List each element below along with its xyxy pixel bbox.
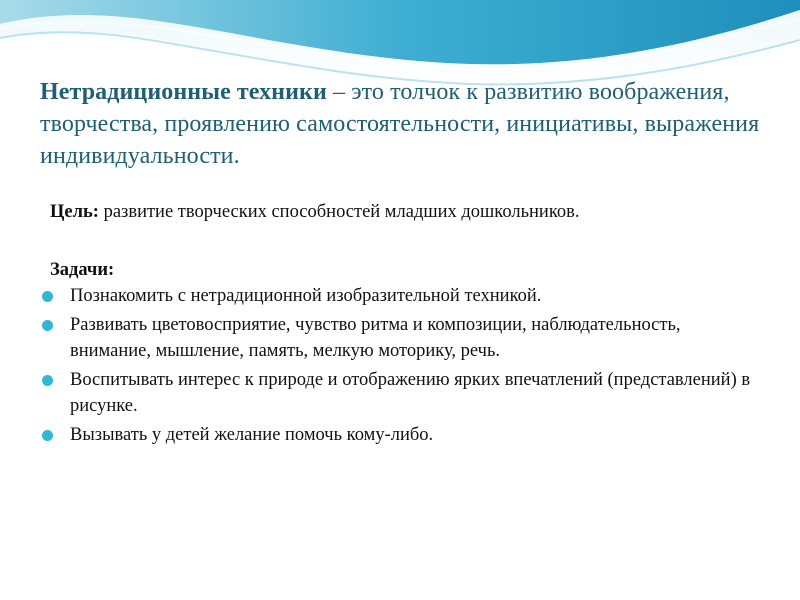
slide-title bbox=[40, 76, 760, 172]
task-text: Развивать цветовосприятие, чувство ритма и композиции, наблюдательность, внимание, мышление, память, мелкую моторику, речь. bbox=[70, 315, 681, 361]
task-text: Познакомить с нетрадиционной изобразительной техникой. bbox=[70, 286, 542, 306]
circle-bullet-icon bbox=[42, 320, 53, 331]
task-text: Воспитывать интерес к природе и отображению ярких впечатлений (представлений) в рисунке. bbox=[70, 370, 751, 416]
circle-bullet-icon bbox=[42, 375, 53, 386]
task-item bbox=[42, 312, 762, 364]
title-lead: Нетрадиционные техники bbox=[40, 79, 327, 105]
title-rest: – это толчок к развитию воображения, творчества, проявлению самостоятельности, инициативы, выражения индивидуальности. bbox=[40, 79, 760, 169]
goal-text: развитие творческих способностей младших дошкольников. bbox=[98, 202, 580, 222]
task-list bbox=[42, 283, 762, 448]
task-item bbox=[42, 367, 762, 419]
task-text: Вызывать у детей желание помочь кому-либо. bbox=[70, 425, 434, 445]
goal-line bbox=[50, 199, 770, 225]
task-item bbox=[42, 422, 762, 448]
circle-bullet-icon bbox=[42, 430, 53, 441]
task-item bbox=[42, 283, 762, 309]
goal-label: Цель: bbox=[50, 202, 99, 222]
circle-bullet-icon bbox=[42, 291, 53, 302]
tasks-heading: Задачи: bbox=[50, 260, 115, 280]
